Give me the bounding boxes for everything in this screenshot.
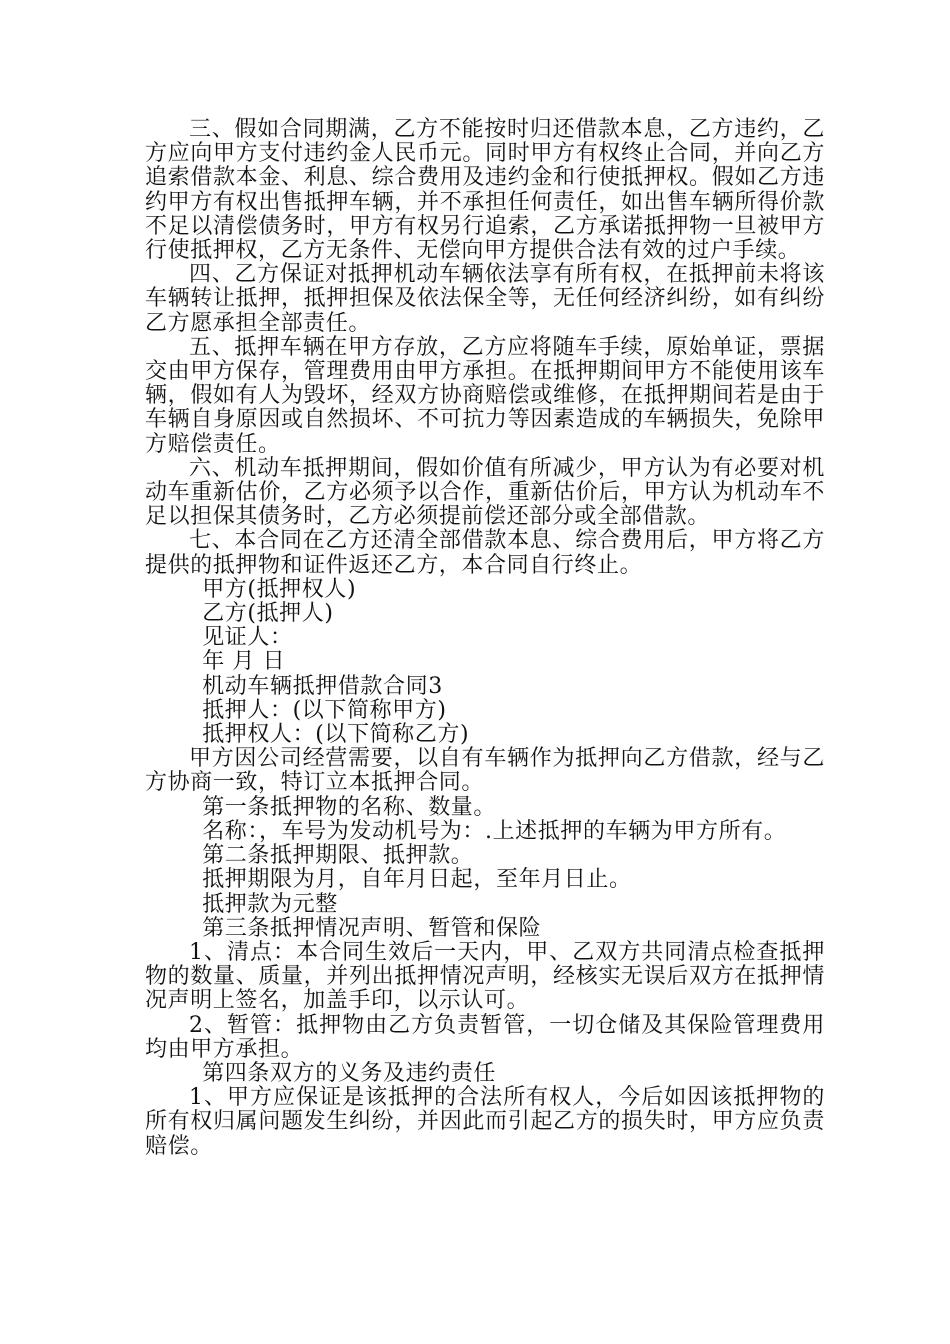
- article-2-amount: 抵押款为元整: [202, 891, 338, 917]
- article-4-item-1: 1、甲方应保证是该抵押的合法所有权人，今后如因该抵押物的所有权归属问题发生纠纷，并因此而引起乙方的损失时，甲方应负责赔偿。: [145, 1085, 825, 1159]
- article-3-item-2: 2、暂管：抵押物由乙方负责暂管，一切仓储及其保险管理费用均由甲方承担。: [145, 1012, 825, 1062]
- party-a-label: 甲方(抵押权人): [202, 576, 357, 602]
- paragraph-clause-6: 六、机动车抵押期间，假如价值有所减少，甲方认为有必要对机动车重新估价，乙方必须予以合作，重新估价后，甲方认为机动车不足以担保其债务时，乙方必须提前偿还部分或全部借款。: [145, 455, 825, 530]
- article-2-heading: 第二条抵押期限、抵押款。: [202, 843, 474, 869]
- article-4-heading: 第四条双方的义务及违约责任: [202, 1060, 496, 1086]
- article-2-term: 抵押期限为月，自年月日起，至年月日止。: [202, 867, 632, 893]
- paragraph-clause-4: 四、乙方保证对抵押机动车辆依法享有所有权，在抵押前未将该车辆转让抵押，抵押担保及依法保全等，无任何经济纠纷，如有纠纷乙方愿承担全部责任。: [145, 262, 825, 336]
- document-body: [145, 118, 825, 1159]
- mortgagee-label: 抵押权人：(以下简称乙方): [202, 722, 470, 748]
- mortgagor-label: 抵押人：(以下简称甲方): [202, 697, 447, 723]
- paragraph-clause-3: 三、假如合同期满，乙方不能按时归还借款本息，乙方违约，乙方应向甲方支付违约金人民币元。同时甲方有权终止合同，并向乙方追索借款本金、利息、综合费用及违约金和行使抵押权。假如乙方违约甲方有权出售抵押车辆，并不承担任何责任，如出售车辆所得价款不足以清偿债务时，甲方有权另行追索，乙方承诺抵押物一旦被甲方行使抵押权，乙方无条件、无偿向甲方提供合法有效的过户手续。: [145, 117, 825, 264]
- paragraph-preamble: 甲方因公司经营需要，以自有车辆作为抵押向乙方借款，经与乙方协商一致，特订立本抵押合同。: [145, 746, 825, 796]
- witness-label: 见证人：: [202, 625, 293, 651]
- party-b-label: 乙方(抵押人): [202, 601, 334, 627]
- date-label: 年 月 日: [202, 649, 286, 675]
- article-1-heading: 第一条抵押物的名称、数量。: [202, 794, 496, 820]
- paragraph-clause-5: 五、抵押车辆在甲方存放，乙方应将随车手续，原始单证，票据交由甲方保存，管理费用由甲方承担。在抵押期间甲方不能使用该车辆，假如有人为毁坏，经双方协商赔偿或维修，在抵押期间若是由于车辆自身原因或自然损坏、不可抗力等因素造成的车辆损失，免除甲方赔偿责任。: [145, 334, 825, 457]
- article-3-heading: 第三条抵押情况声明、暂管和保险: [202, 915, 542, 941]
- article-3-item-1: 1、清点：本合同生效后一天内，甲、乙双方共同清点检查抵押物的数量、质量，并列出抵押情况声明，经核实无误后双方在抵押情况声明上签名，加盖手印，以示认可。: [145, 939, 825, 1014]
- paragraph-clause-7: 七、本合同在乙方还清全部借款本息、综合费用后，甲方将乙方提供的抵押物和证件返还乙方，本合同自行终止。: [145, 528, 825, 578]
- contract-title: 机动车辆抵押借款合同3: [202, 673, 443, 699]
- article-1-body: 名称：，车号为发动机号为：.上述抵押的车辆为甲方所有。: [202, 818, 787, 844]
